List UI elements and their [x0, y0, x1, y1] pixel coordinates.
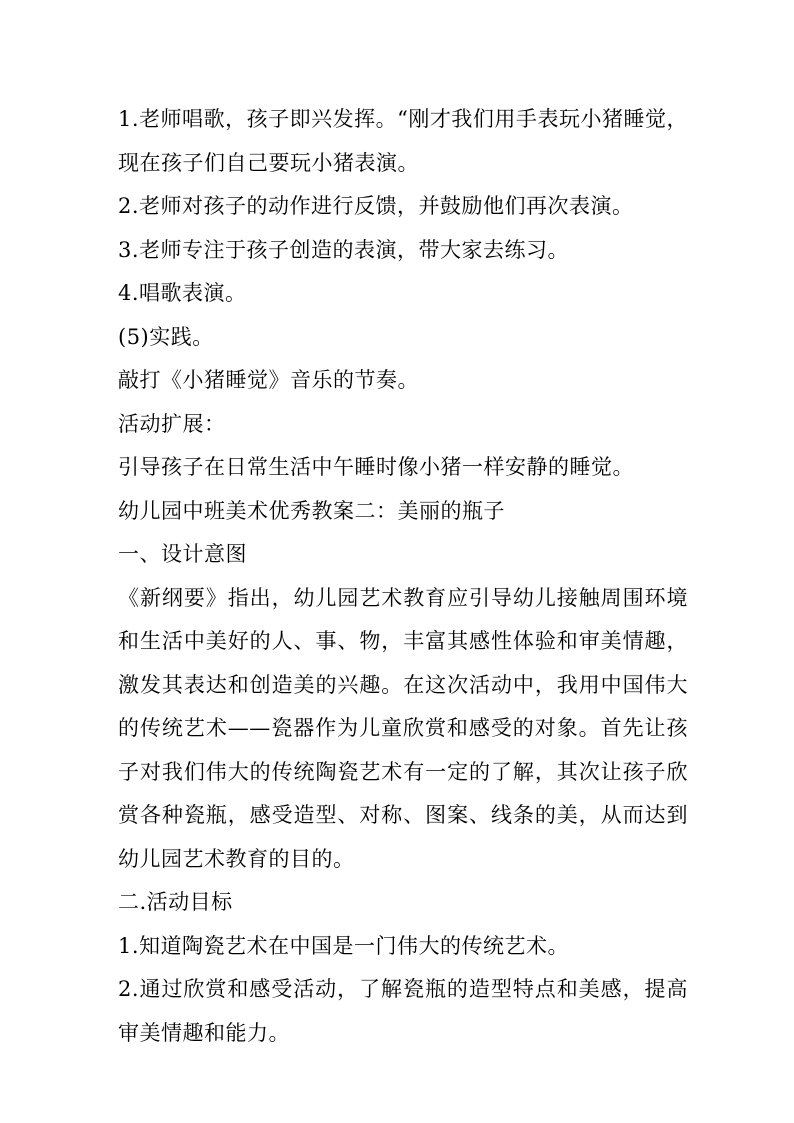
paragraph-goal-2: 2.通过欣赏和感受活动，了解瓷瓶的造型特点和美感，提高审美情趣和能力。 — [118, 977, 688, 1045]
paragraph-step-1: 1.老师唱歌，孩子即兴发挥。“刚才我们用手表玩小猪睡觉，现在孩子们自己要玩小猪表演。 — [118, 107, 688, 175]
document-body — [118, 98, 688, 1055]
paragraph-rhythm: 敲打《小猪睡觉》音乐的节奏。 — [118, 368, 419, 392]
paragraph-design-heading: 一、设计意图 — [118, 542, 247, 566]
paragraph-extension-text: 引导孩子在日常生活中午睡时像小猪一样安静的睡觉。 — [118, 455, 634, 479]
paragraph-goals-heading: 二.活动目标 — [118, 890, 233, 914]
paragraph-step-4: 4.唱歌表演。 — [118, 281, 247, 305]
paragraph-step-5: (5)实践。 — [118, 324, 214, 349]
paragraph-lesson-title: 幼儿园中班美术优秀教案二：美丽的瓶子 — [118, 498, 505, 523]
paragraph-extension-heading: 活动扩展： — [118, 411, 226, 436]
paragraph-design-text: 《新纲要》指出，幼儿园艺术教育应引导幼儿接触周围环境和生活中美好的人、事、物，丰富其感性体验和审美情趣，激发其表达和创造美的兴趣。在这次活动中，我用中国伟大的传统艺术——瓷器作为儿童欣赏和感受的对象。首先让孩子对我们伟大的传统陶瓷艺术有一定的了解，其次让孩子欣赏各种瓷瓶，感受造型、对称、图案、线条的美，从而达到幼儿园艺术教育的目的。 — [118, 585, 688, 871]
paragraph-goal-1: 1.知道陶瓷艺术在中国是一门伟大的传统艺术。 — [118, 933, 570, 958]
paragraph-step-2: 2.老师对孩子的动作进行反馈，并鼓励他们再次表演。 — [118, 194, 634, 218]
paragraph-step-3: 3.老师专注于孩子创造的表演，带大家去练习。 — [118, 237, 570, 262]
